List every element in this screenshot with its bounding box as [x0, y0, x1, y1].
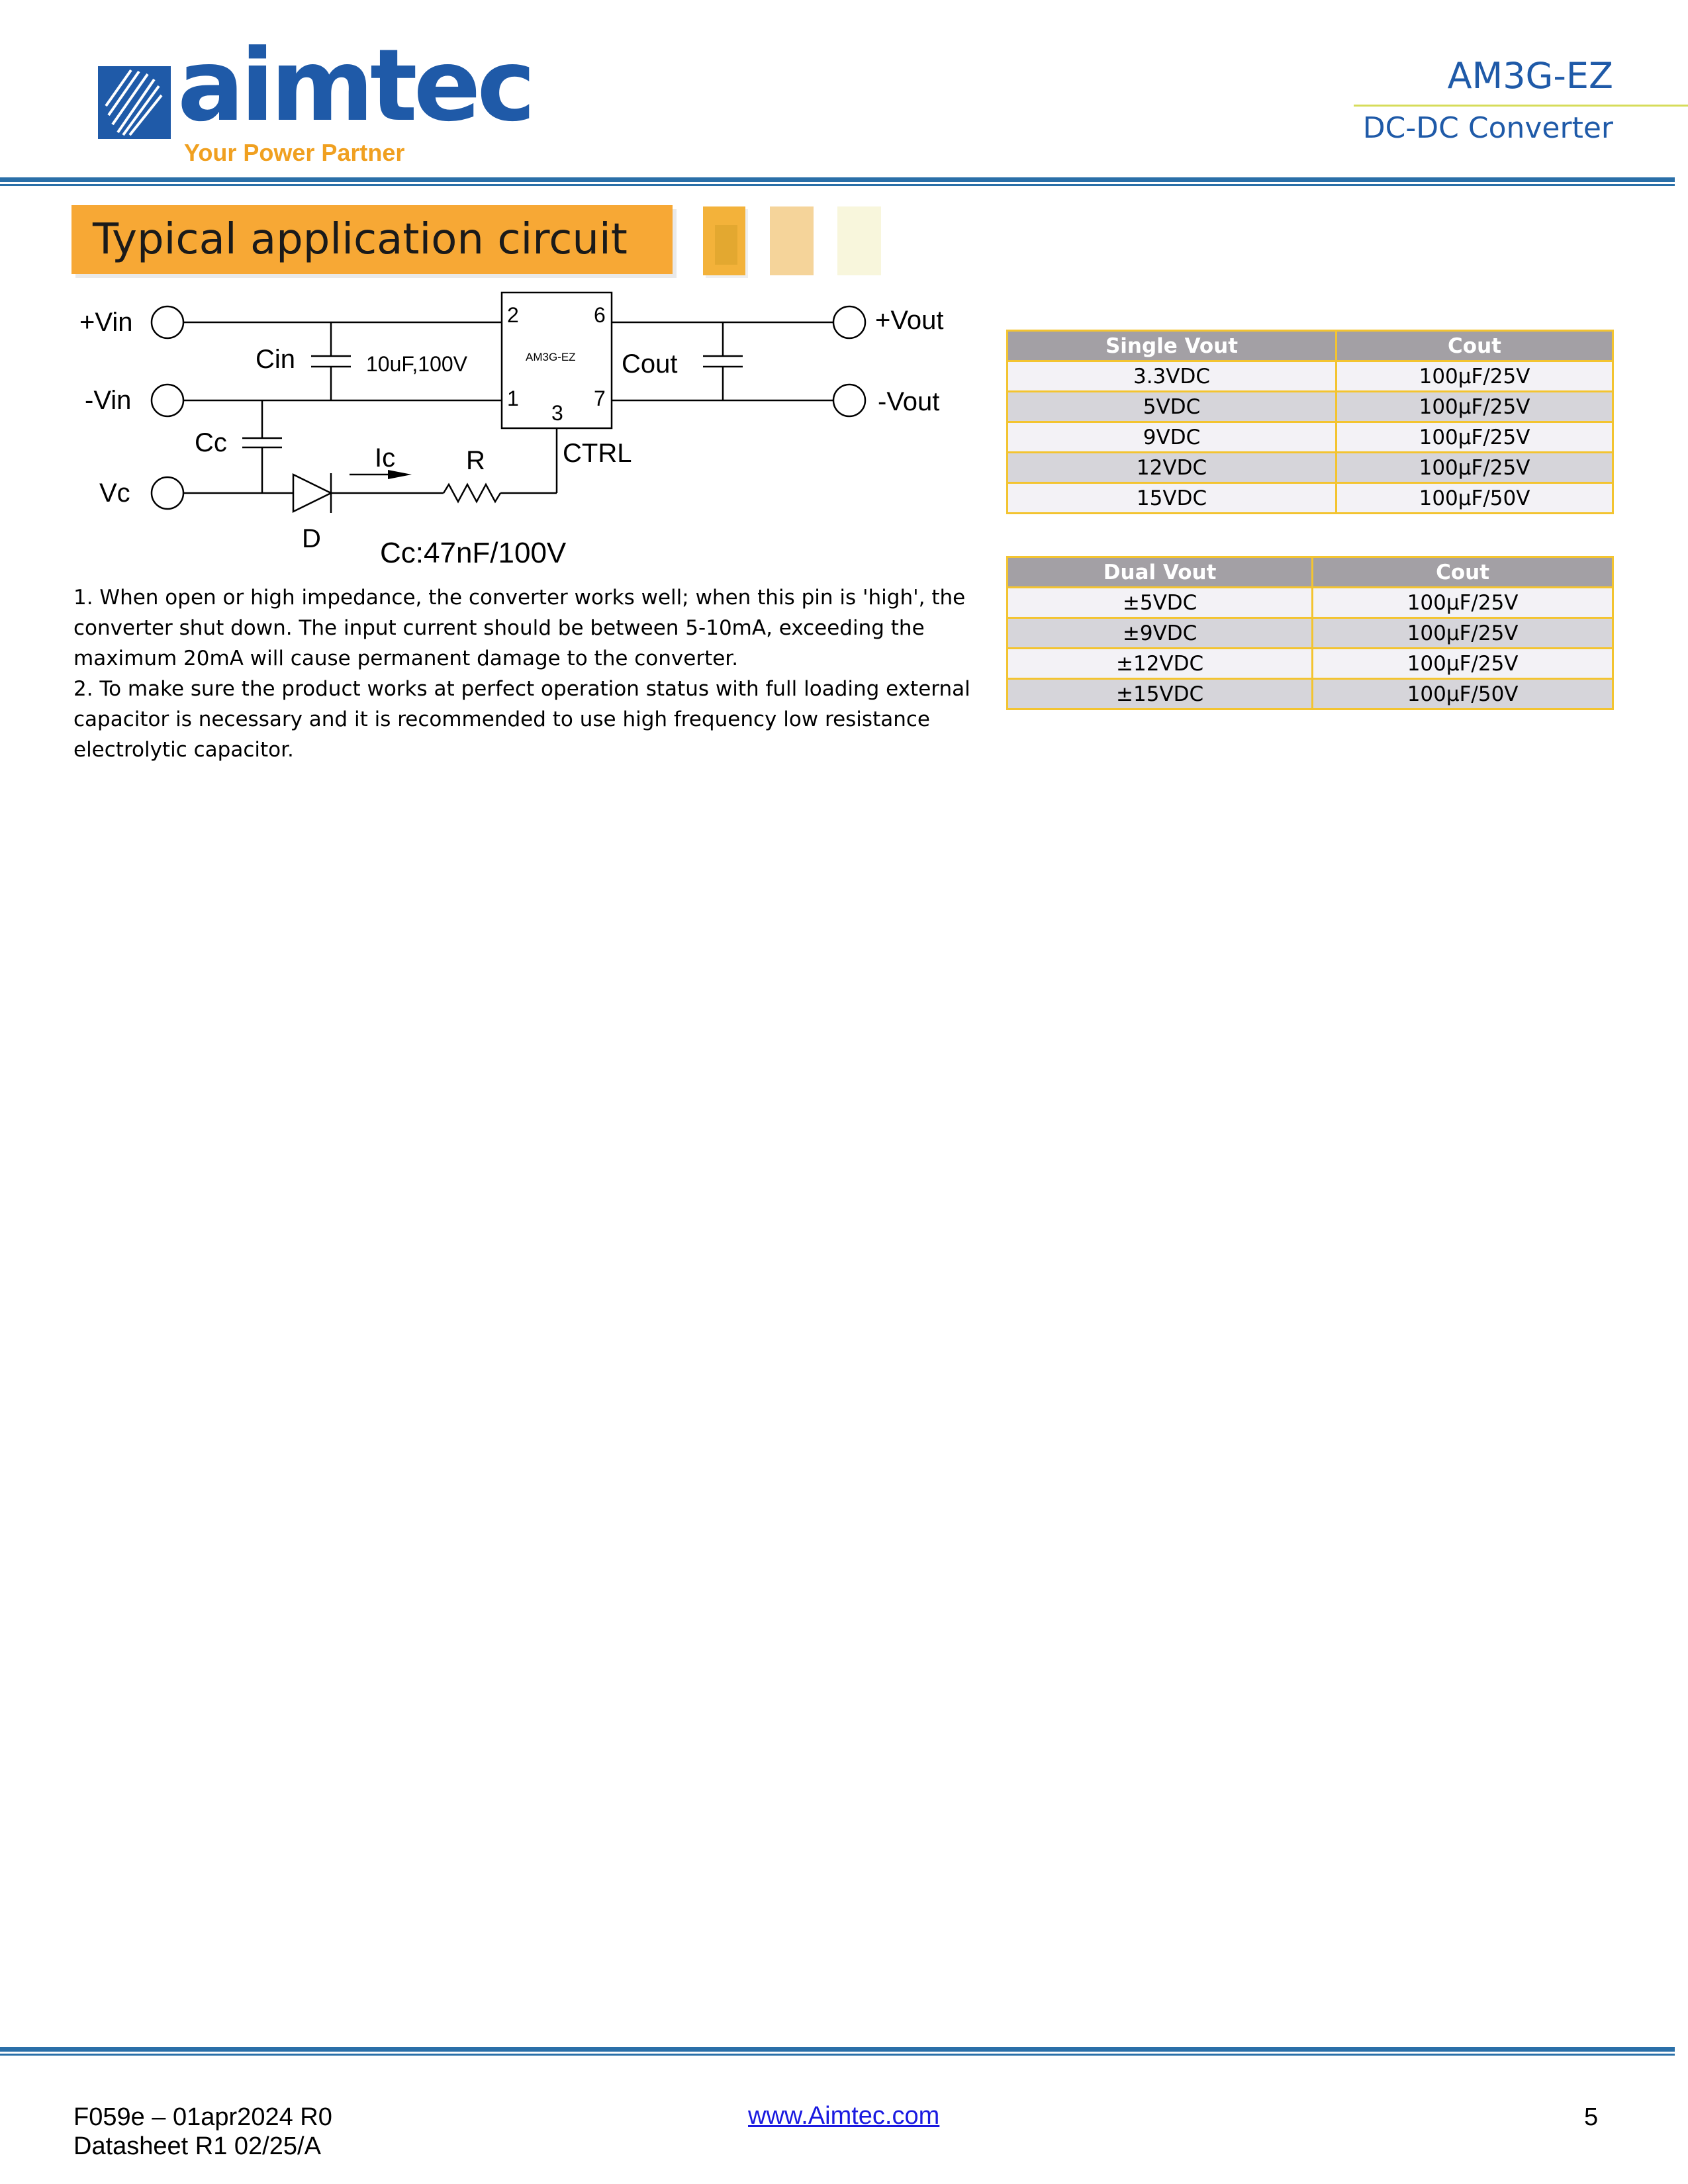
label-r: R	[466, 446, 485, 475]
table-header-row	[1008, 557, 1613, 588]
table-cell: 100µF/25V	[1313, 618, 1613, 649]
section-title-text: Typical application circuit	[93, 215, 628, 264]
label-cc: Cc	[195, 428, 227, 457]
table-cell: 100µF/25V	[1336, 361, 1613, 392]
module-name: AM3G-EZ	[526, 351, 576, 363]
column-header: Single Vout	[1008, 331, 1336, 361]
footer-divider-thin	[0, 2054, 1675, 2056]
table-row	[1008, 453, 1613, 483]
logo-wordmark: aimtec	[177, 28, 532, 144]
column-header: Cout	[1336, 331, 1613, 361]
website-link[interactable]: www.Aimtec.com	[748, 2102, 940, 2130]
table-row	[1008, 588, 1613, 618]
footer-form-id: F059e – 01apr2024 R0	[73, 2103, 332, 2131]
application-notes	[73, 582, 974, 765]
vout-pos-terminal	[833, 306, 865, 338]
table-cell: ±9VDC	[1008, 618, 1313, 649]
pin-3: 3	[551, 401, 563, 425]
single-vout-table	[1006, 330, 1614, 514]
decor-block-2	[770, 206, 814, 275]
table-cell: 5VDC	[1008, 392, 1336, 422]
table-cell: 100µF/25V	[1336, 453, 1613, 483]
table-row	[1008, 483, 1613, 514]
table-row	[1008, 618, 1613, 649]
table-cell: 100µF/50V	[1336, 483, 1613, 514]
pin-2: 2	[507, 303, 519, 327]
table-row	[1008, 649, 1613, 679]
vin-neg-terminal	[152, 385, 183, 416]
label-ic: Ic	[375, 443, 396, 473]
decor-block-3	[837, 206, 881, 275]
pin-6: 6	[594, 303, 606, 327]
logo-mark-icon	[98, 66, 171, 139]
table-cell: 100µF/50V	[1313, 679, 1613, 709]
table-row	[1008, 361, 1613, 392]
header-divider-thin	[0, 184, 1675, 186]
pin-1: 1	[507, 387, 519, 410]
table-cell: 100µF/25V	[1313, 649, 1613, 679]
table-header-row	[1008, 331, 1613, 361]
label-cin-value: 10uF,100V	[366, 352, 468, 376]
table-row	[1008, 422, 1613, 453]
footer-datasheet-rev: Datasheet R1 02/25/A	[73, 2132, 321, 2160]
label-vc: Vc	[99, 478, 130, 508]
table-cell: 12VDC	[1008, 453, 1336, 483]
column-header: Dual Vout	[1008, 557, 1313, 588]
application-circuit-diagram	[66, 285, 980, 576]
column-header: Cout	[1313, 557, 1613, 588]
label-d: D	[302, 524, 321, 553]
label-cc-value: Cc:47nF/100V	[380, 537, 567, 569]
diode-symbol	[293, 475, 331, 512]
table-cell: ±12VDC	[1008, 649, 1313, 679]
vin-pos-terminal	[152, 306, 183, 338]
dual-vout-table	[1006, 556, 1614, 710]
note-1: 1. When open or high impedance, the converter works well; when this pin is 'high', the converter shut down. The input current should be between 5-10mA, exceeding the maximum 20mA will cause permanent damage to the converter.	[73, 586, 966, 670]
table-cell: ±5VDC	[1008, 588, 1313, 618]
footer-divider	[0, 2047, 1675, 2052]
table-cell: 15VDC	[1008, 483, 1336, 514]
product-underline	[1354, 105, 1688, 107]
resistor-symbol	[444, 484, 500, 502]
label-ctrl: CTRL	[563, 439, 632, 468]
decor-block-1	[703, 206, 745, 275]
label-cout: Cout	[622, 349, 678, 379]
product-subtitle: DC-DC Converter	[1362, 111, 1613, 145]
table-cell: ±15VDC	[1008, 679, 1313, 709]
table-cell: 3.3VDC	[1008, 361, 1336, 392]
label-cin: Cin	[256, 345, 296, 374]
section-title	[71, 205, 673, 274]
table-cell: 100µF/25V	[1313, 588, 1613, 618]
label-vin-pos: +Vin	[79, 308, 133, 337]
table-row	[1008, 679, 1613, 709]
vc-terminal	[152, 477, 183, 509]
table-cell: 100µF/25V	[1336, 392, 1613, 422]
table-row	[1008, 392, 1613, 422]
table-cell: 9VDC	[1008, 422, 1336, 453]
table-cell: 100µF/25V	[1336, 422, 1613, 453]
vout-neg-terminal	[833, 385, 865, 416]
note-2: 2. To make sure the product works at perfect operation status with full loading external capacitor is necessary and it is recommended to use high frequency low resistance electrolytic capacitor.	[73, 677, 970, 762]
label-vout-pos: +Vout	[875, 306, 944, 335]
header-divider	[0, 177, 1675, 182]
pin-7: 7	[594, 387, 606, 410]
label-vin-neg: -Vin	[85, 386, 132, 415]
label-vout-neg: -Vout	[878, 387, 940, 416]
page-number: 5	[1584, 2103, 1599, 2131]
logo-tagline: Your Power Partner	[184, 139, 405, 166]
product-name: AM3G-EZ	[1447, 55, 1613, 97]
